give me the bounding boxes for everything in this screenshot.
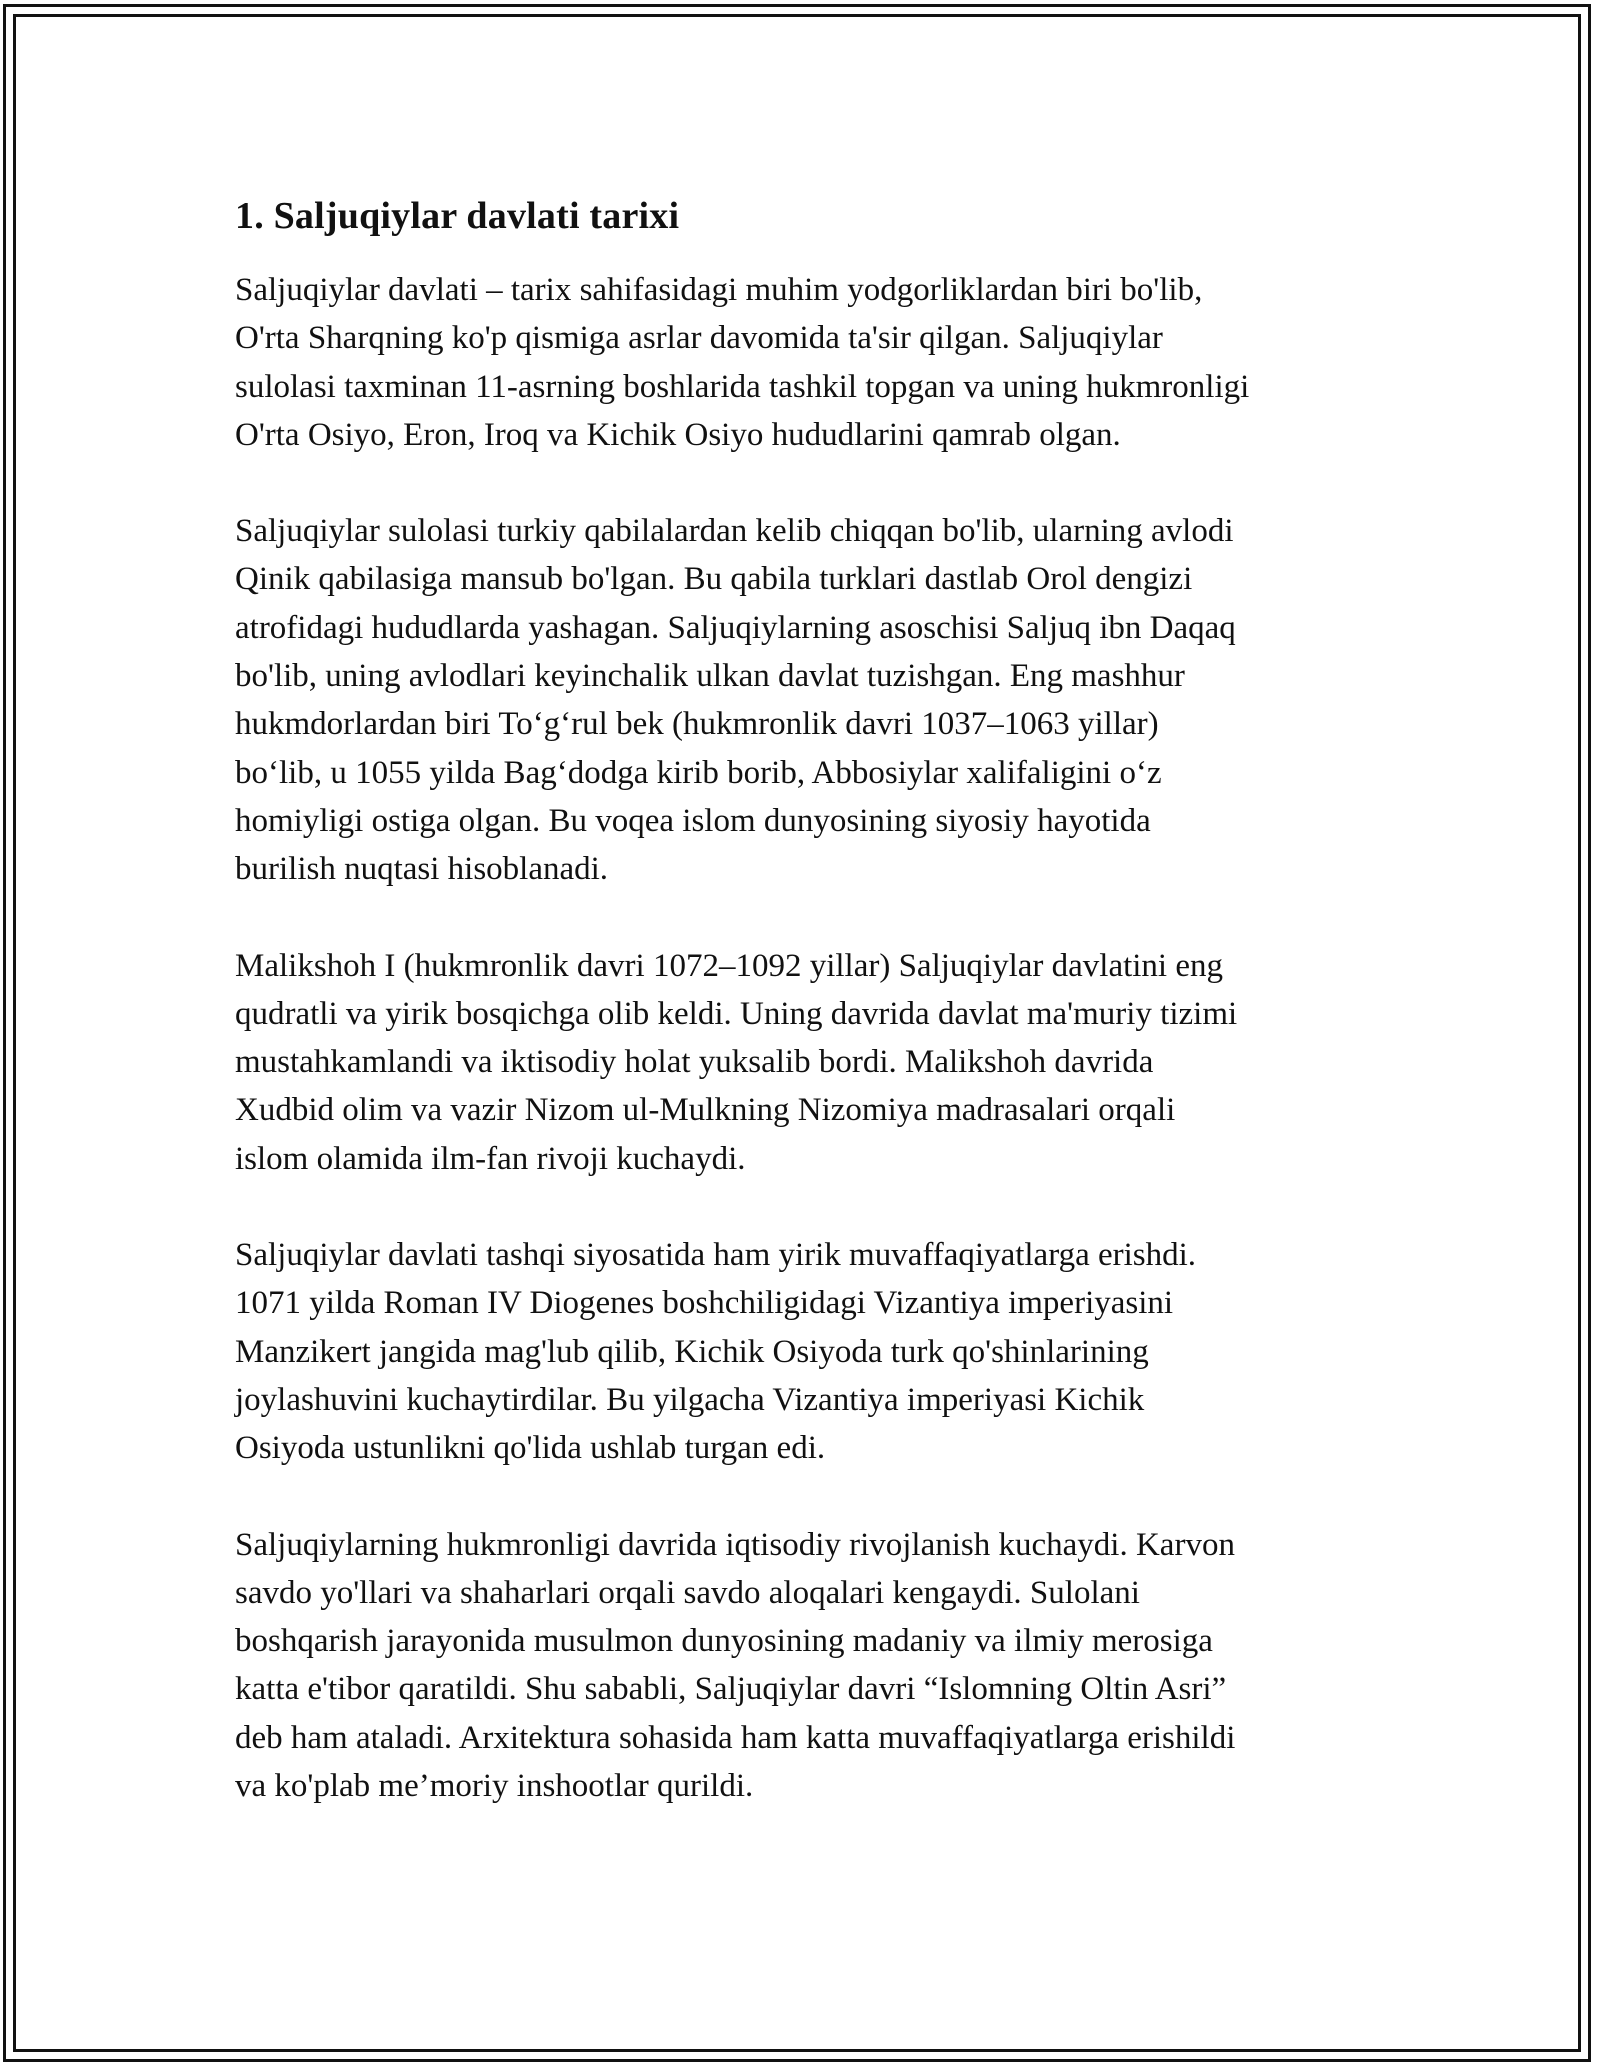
paragraph-foreign-policy: Saljuqiylar davlati tashqi siyosatida ham yirik muvaffaqiyatlarga erishdi. 1071 yilda Roman IV Diogenes boshchiligidagi Vizantiya imperiyasini Manzikert jangida mag'lub qilib, Kichik Osiyoda turk qo'shinlarining joylashuvini kuchaytirdilar. Bu yilgacha Vizantiya imperiyasi Kichik Osiyoda ustunlikni qo'lida ushlab turgan edi.: [235, 1237, 1197, 1467]
paragraph-economy: Saljuqiylarning hukmronligi davrida iqtisodiy rivojlanish kuchaydi. Karvon savdo yo'llari va shaharlari orqali savdo aloqalari kengaydi. Sulolani boshqarish jarayonida musulmon dunyosining madaniy va ilmiy merosiga katta e'tibor qaratildi. Shu sababli, Saljuqiylar davri “Islomning Oltin Asri” deb ham ataladi. Arxitektura sohasida ham katta muvaffaqiyatlarga erishildi va ko'plab me’moriy inshootlar qurildi.: [235, 1526, 1236, 1805]
paragraph-malikshoh: Malikshoh I (hukmronlik davri 1072–1092 yillar) Saljuqiylar davlatini eng qudratli va yirik bosqichga olib keldi. Uning davrida davlat ma'muriy tizimi mustahkamlandi va iktisodiy holat yuksalib bordi. Malikshoh davrida Xudbid olim va vazir Nizom ul-Mulkning Nizomiya madrasalari orqali islom olamida ilm-fan rivoji kuchaydi.: [235, 947, 1238, 1177]
paragraph-origins: Saljuqiylar sulolasi turkiy qabilalardan kelib chiqqan bo'lib, ularning avlodi Qinik qabilasiga mansub bo'lgan. Bu qabila turklari dastlab Orol dengizi atrofidagi hududlarda yashagan. Saljuqiylarning asoschisi Saljuq ibn Daqaq bo'lib, uning avlodlari keyinchalik ulkan davlat tuzishgan. Eng mashhur hukmdorlardan biri To‘g‘rul bek (hukmronlik davri 1037–1063 yillar) bo‘lib, u 1055 yilda Bag‘dodga kirib borib, Abbosiylar xalifaligini o‘z homiyligi ostiga olgan. Bu voqea islom dunyosining siyosiy hayotida burilish nuqtasi hisoblanadi.: [235, 513, 1236, 888]
document-title: 1. Saljuqiylar davlati tarixi: [235, 195, 680, 237]
paragraph-intro: Saljuqiylar davlati – tarix sahifasidagi muhim yodgorliklardan biri bo'lib, O'rta Sharqning ko'p qismiga asrlar davomida ta'sir qilgan. Saljuqiylar sulolasi taxminan 11-asrning boshlarida tashkil topgan va uning hukmronligi O'rta Osiyo, Eron, Iroq va Kichik Osiyo hududlarini qamrab olgan.: [235, 272, 1250, 453]
document-body: [235, 188, 1385, 1858]
